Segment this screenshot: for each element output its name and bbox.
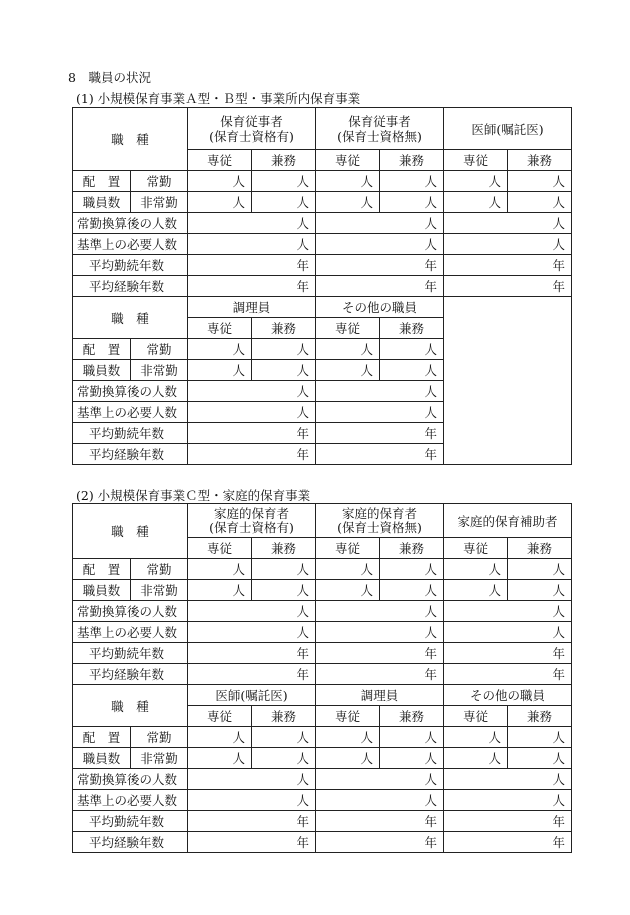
cell-nen: 年 [188, 664, 316, 685]
sub-senju: 専従 [188, 706, 252, 727]
cell-nen: 年 [188, 832, 316, 853]
cell-nin: 人 [188, 360, 252, 381]
label-jokin: 常勤 [131, 339, 188, 360]
cell-nen: 年 [444, 255, 572, 276]
cell-nin: 人 [444, 601, 572, 622]
header-col-5: 調理員 [316, 685, 444, 706]
cell-nin: 人 [188, 559, 252, 580]
sub-kennmu: 兼務 [508, 538, 572, 559]
blank-area [444, 297, 572, 465]
cell-nin: 人 [188, 213, 316, 234]
label-haichi: 配 置 [73, 339, 131, 360]
sub-senju: 専従 [444, 706, 508, 727]
cell-nin: 人 [444, 234, 572, 255]
subsection-2-heading: (2) 小規模保育事業Ｃ型・家庭的保育事業 [76, 488, 311, 503]
header-shokushu: 職 種 [73, 108, 188, 171]
cell-nin: 人 [316, 601, 444, 622]
cell-nin: 人 [252, 360, 316, 381]
cell-nin: 人 [316, 213, 444, 234]
label-hitsuyo: 基準上の必要人数 [73, 402, 188, 423]
cell-nin: 人 [188, 339, 252, 360]
cell-nin: 人 [380, 748, 444, 769]
cell-nin: 人 [444, 727, 508, 748]
cell-nin: 人 [252, 339, 316, 360]
cell-nin: 人 [444, 580, 508, 601]
cell-nin: 人 [188, 748, 252, 769]
sub-senju: 専従 [188, 538, 252, 559]
cell-nen: 年 [444, 664, 572, 685]
label-kinzoku: 平均勤続年数 [73, 643, 188, 664]
cell-nin: 人 [188, 727, 252, 748]
cell-nin: 人 [188, 192, 252, 213]
cell-nin: 人 [508, 171, 572, 192]
label-jokin: 常勤 [131, 171, 188, 192]
cell-nen: 年 [444, 832, 572, 853]
subsection-1-heading: (1) 小規模保育事業Ａ型・Ｂ型・事業所内保育事業 [76, 91, 361, 106]
cell-nen: 年 [444, 276, 572, 297]
label-hitsuyo: 基準上の必要人数 [73, 234, 188, 255]
cell-nen: 年 [188, 276, 316, 297]
header-col-3: 医師(嘱託医) [444, 108, 572, 150]
label-hitsuyo: 基準上の必要人数 [73, 622, 188, 643]
cell-nin: 人 [380, 727, 444, 748]
header-shokushu: 職 種 [73, 685, 188, 727]
cell-nen: 年 [316, 832, 444, 853]
cell-nen: 年 [188, 255, 316, 276]
label-kansan: 常勤換算後の人数 [73, 601, 188, 622]
cell-nen: 年 [444, 811, 572, 832]
cell-nin: 人 [508, 748, 572, 769]
cell-nin: 人 [316, 769, 444, 790]
cell-nen: 年 [316, 643, 444, 664]
cell-nin: 人 [316, 192, 380, 213]
cell-nin: 人 [252, 748, 316, 769]
sub-kennmu: 兼務 [252, 538, 316, 559]
cell-nin: 人 [316, 622, 444, 643]
label-shokuinsu: 職員数 [73, 192, 131, 213]
cell-nin: 人 [444, 171, 508, 192]
header-col-2: 家庭的保育者 (保育士資格無) [316, 504, 444, 538]
label-keiken: 平均経験年数 [73, 276, 188, 297]
cell-nen: 年 [316, 444, 444, 465]
label-kinzoku: 平均勤続年数 [73, 811, 188, 832]
cell-nen: 年 [188, 811, 316, 832]
cell-nin: 人 [444, 790, 572, 811]
label-jokin: 常勤 [131, 727, 188, 748]
cell-nen: 年 [188, 444, 316, 465]
header-shokushu: 職 種 [73, 504, 188, 559]
cell-nen: 年 [188, 643, 316, 664]
staff-table-2 [72, 503, 572, 853]
sub-senju: 専従 [188, 150, 252, 171]
cell-nen: 年 [316, 276, 444, 297]
cell-nin: 人 [316, 402, 444, 423]
cell-nin: 人 [380, 339, 444, 360]
cell-nen: 年 [188, 423, 316, 444]
cell-nin: 人 [188, 580, 252, 601]
label-haichi: 配 置 [73, 559, 131, 580]
cell-nin: 人 [316, 727, 380, 748]
cell-nen: 年 [316, 423, 444, 444]
cell-nin: 人 [252, 727, 316, 748]
cell-nin: 人 [444, 748, 508, 769]
cell-nin: 人 [316, 171, 380, 192]
cell-nin: 人 [188, 601, 316, 622]
cell-nin: 人 [188, 171, 252, 192]
label-keiken: 平均経験年数 [73, 664, 188, 685]
header-col-6: その他の職員 [444, 685, 572, 706]
header-col-4: 医師(嘱託医) [188, 685, 316, 706]
sub-kennmu: 兼務 [380, 706, 444, 727]
sub-senju: 専従 [316, 318, 380, 339]
cell-nen: 年 [316, 811, 444, 832]
cell-nin: 人 [444, 622, 572, 643]
cell-nin: 人 [188, 381, 316, 402]
sub-kennmu: 兼務 [508, 706, 572, 727]
sub-senju: 専従 [316, 538, 380, 559]
label-haichi: 配 置 [73, 727, 131, 748]
header-col-1: 家庭的保育者 (保育士資格有) [188, 504, 316, 538]
header-col-3: 家庭的保育補助者 [444, 504, 572, 538]
cell-nin: 人 [252, 192, 316, 213]
label-hijokin: 非常勤 [131, 748, 188, 769]
sub-kennmu: 兼務 [380, 538, 444, 559]
sub-kennmu: 兼務 [252, 318, 316, 339]
cell-nin: 人 [188, 769, 316, 790]
cell-nin: 人 [316, 381, 444, 402]
label-hijokin: 非常勤 [131, 580, 188, 601]
label-kinzoku: 平均勤続年数 [73, 423, 188, 444]
cell-nin: 人 [316, 748, 380, 769]
cell-nin: 人 [444, 769, 572, 790]
staff-table-1 [72, 107, 572, 465]
label-kinzoku: 平均勤続年数 [73, 255, 188, 276]
cell-nen: 年 [316, 255, 444, 276]
cell-nin: 人 [316, 360, 380, 381]
cell-nin: 人 [508, 727, 572, 748]
sub-kennmu: 兼務 [380, 150, 444, 171]
cell-nin: 人 [380, 192, 444, 213]
sub-senju: 専従 [444, 538, 508, 559]
cell-nin: 人 [380, 580, 444, 601]
label-keiken: 平均経験年数 [73, 444, 188, 465]
cell-nin: 人 [508, 580, 572, 601]
label-keiken: 平均経験年数 [73, 832, 188, 853]
label-shokuinsu: 職員数 [73, 748, 131, 769]
cell-nin: 人 [316, 580, 380, 601]
section-heading: 8 職員の状況 [68, 70, 151, 85]
sub-kennmu: 兼務 [252, 150, 316, 171]
cell-nin: 人 [316, 234, 444, 255]
cell-nin: 人 [188, 790, 316, 811]
cell-nin: 人 [508, 192, 572, 213]
label-hitsuyo: 基準上の必要人数 [73, 790, 188, 811]
cell-nin: 人 [316, 559, 380, 580]
sub-senju: 専従 [316, 150, 380, 171]
cell-nin: 人 [444, 213, 572, 234]
label-kansan: 常勤換算後の人数 [73, 769, 188, 790]
sub-kennmu: 兼務 [252, 706, 316, 727]
cell-nin: 人 [316, 339, 380, 360]
header-col-1: 保育従事者 (保育士資格有) [188, 108, 316, 150]
sub-senju: 専従 [188, 318, 252, 339]
cell-nen: 年 [316, 664, 444, 685]
cell-nin: 人 [188, 234, 316, 255]
header-col-5: その他の職員 [316, 297, 444, 318]
cell-nin: 人 [316, 790, 444, 811]
label-hijokin: 非常勤 [131, 360, 188, 381]
cell-nin: 人 [188, 402, 316, 423]
cell-nin: 人 [508, 559, 572, 580]
sub-kennmu: 兼務 [380, 318, 444, 339]
cell-nin: 人 [188, 622, 316, 643]
sub-senju: 専従 [444, 150, 508, 171]
cell-nin: 人 [444, 559, 508, 580]
label-hijokin: 非常勤 [131, 192, 188, 213]
cell-nin: 人 [380, 171, 444, 192]
header-shokushu: 職 種 [73, 297, 188, 339]
label-jokin: 常勤 [131, 559, 188, 580]
label-shokuinsu: 職員数 [73, 580, 131, 601]
header-col-2: 保育従事者 (保育士資格無) [316, 108, 444, 150]
cell-nin: 人 [252, 171, 316, 192]
header-col-4: 調理員 [188, 297, 316, 318]
label-kansan: 常勤換算後の人数 [73, 213, 188, 234]
cell-nin: 人 [380, 360, 444, 381]
cell-nen: 年 [444, 643, 572, 664]
label-shokuinsu: 職員数 [73, 360, 131, 381]
cell-nin: 人 [252, 580, 316, 601]
sub-kennmu: 兼務 [508, 150, 572, 171]
cell-nin: 人 [444, 192, 508, 213]
sub-senju: 専従 [316, 706, 380, 727]
label-haichi: 配 置 [73, 171, 131, 192]
label-kansan: 常勤換算後の人数 [73, 381, 188, 402]
cell-nin: 人 [380, 559, 444, 580]
cell-nin: 人 [252, 559, 316, 580]
